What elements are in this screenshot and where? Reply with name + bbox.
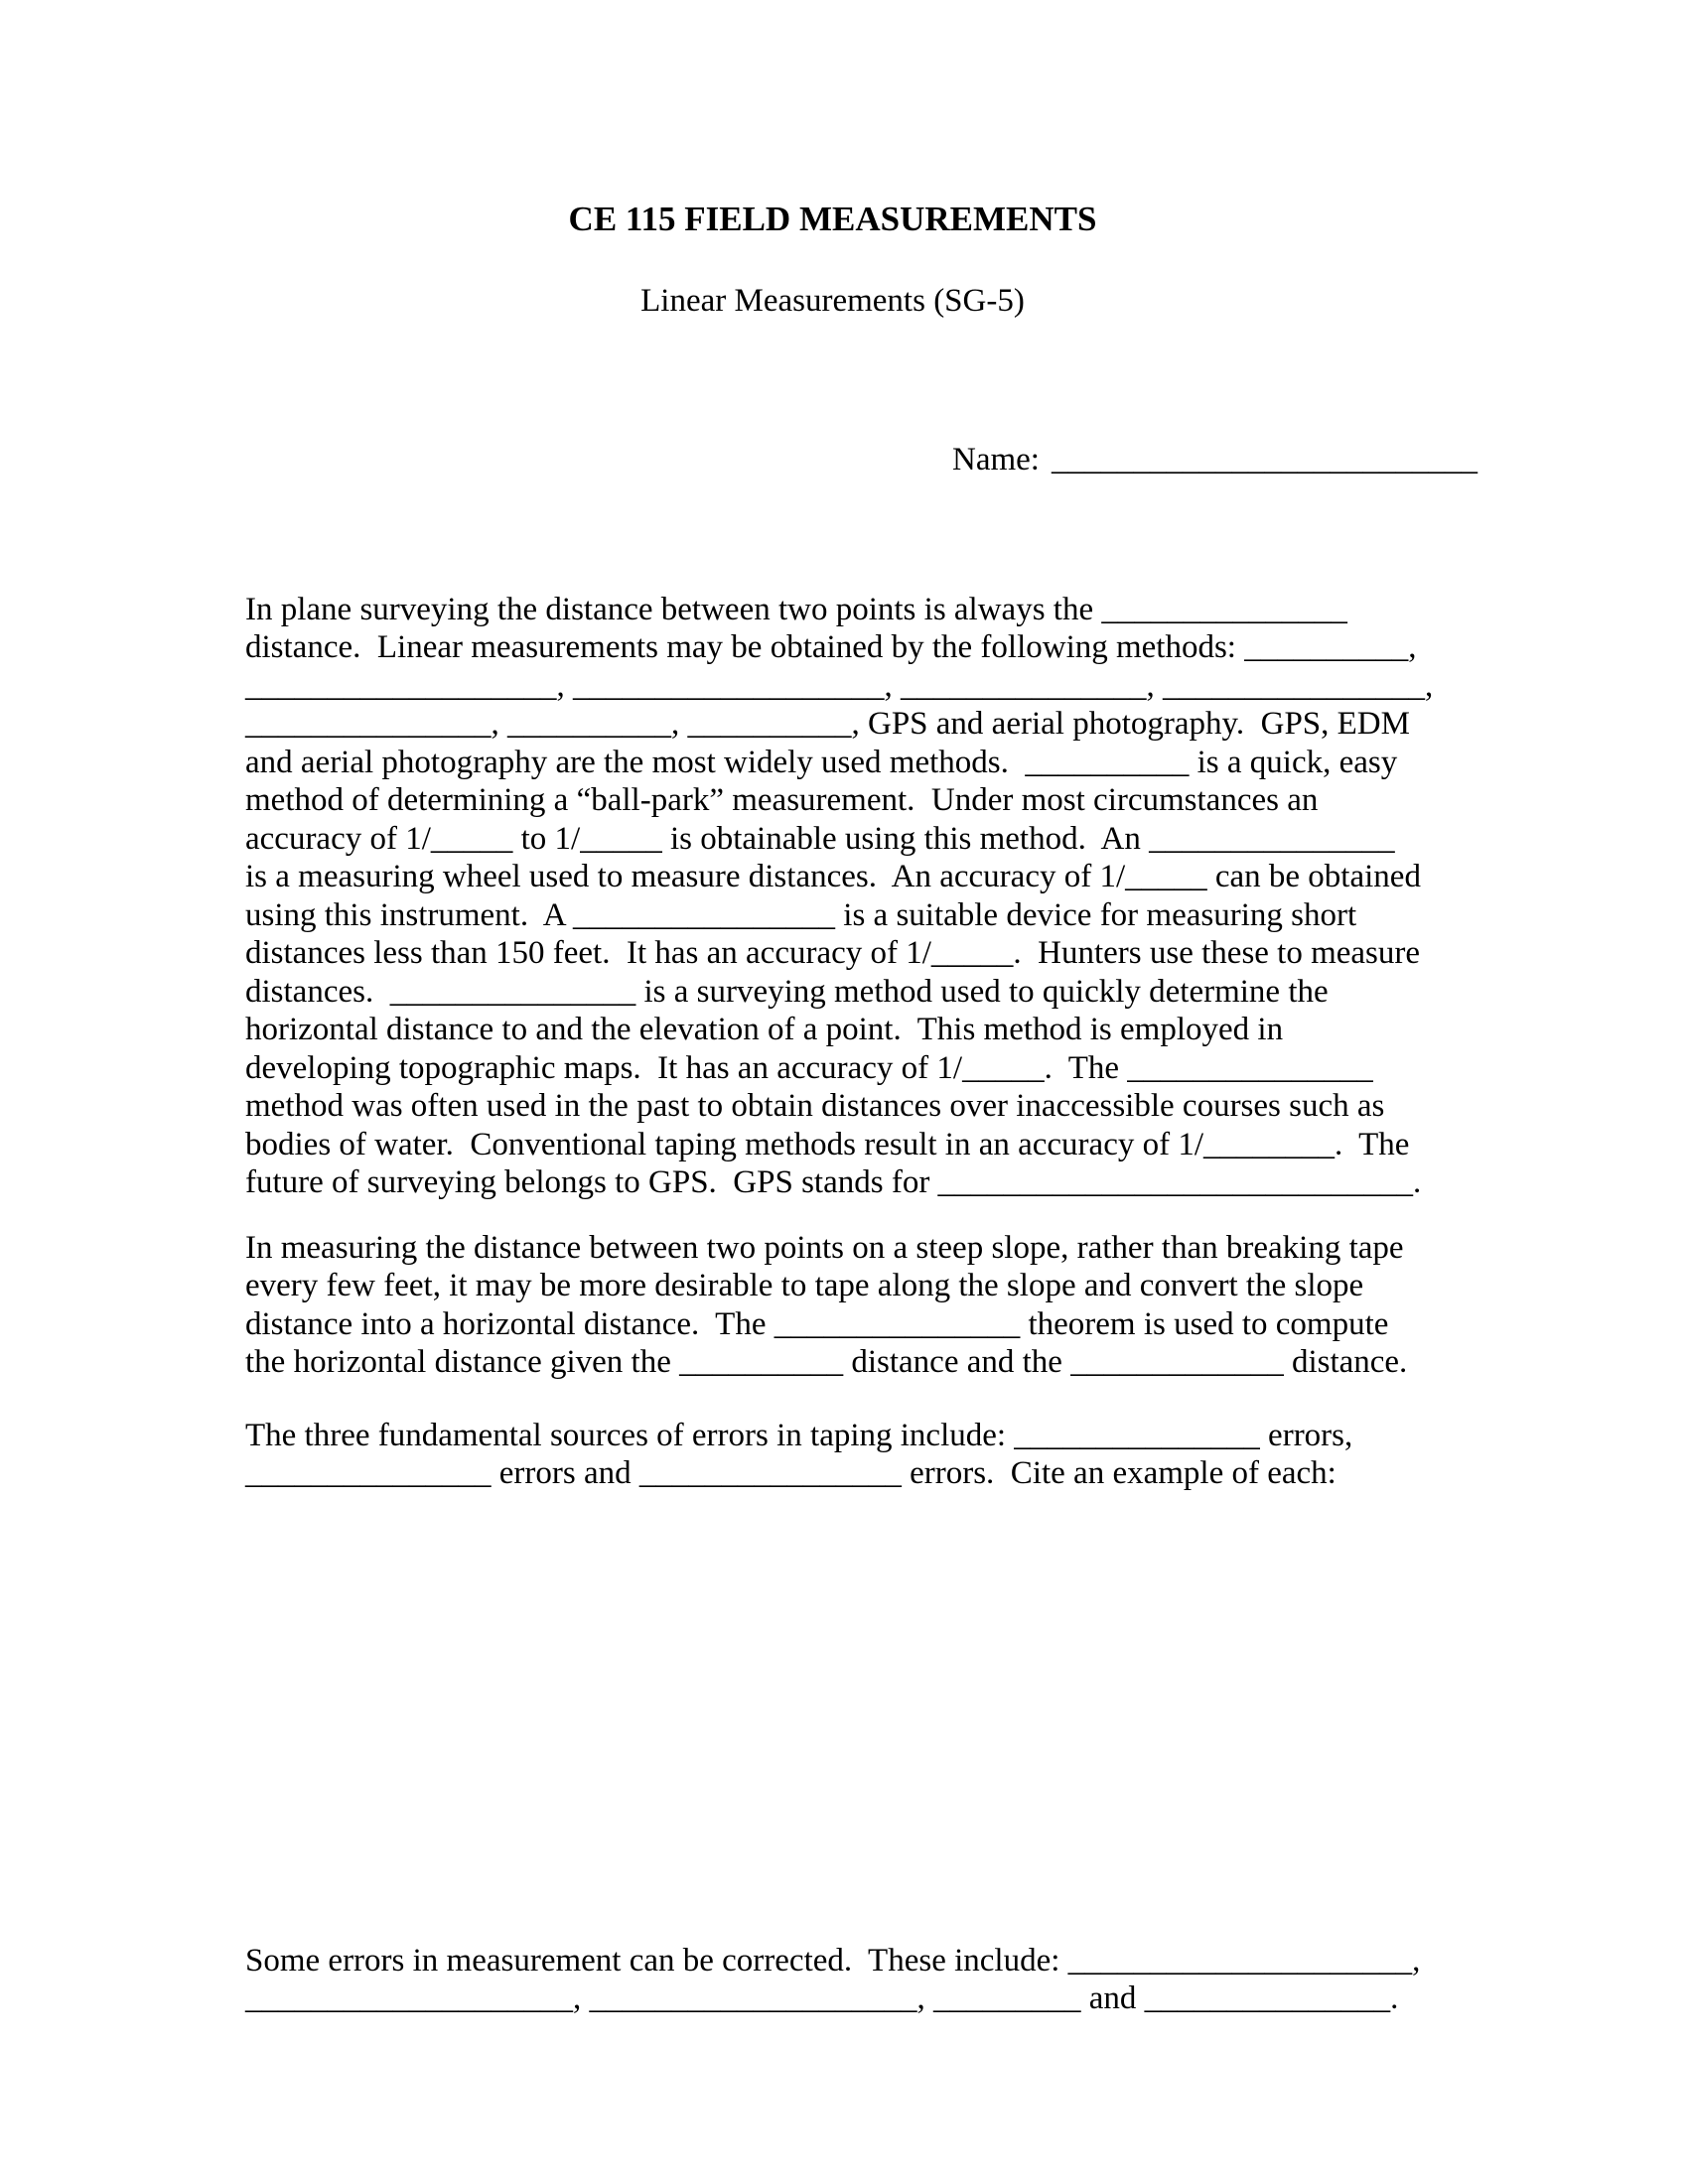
text-line: ___________________, ___________________, _______________, ________________, [245,667,1434,704]
text-line: distance. Linear measurements may be obtained by the following methods: __________, [245,629,1417,665]
text-line: is a measuring wheel used to measure distances. An accuracy of 1/_____ can be obtained [245,859,1421,894]
text-line: bodies of water. Conventional taping methods result in an accuracy of 1/________. The [245,1126,1410,1162]
paragraph-taping-errors [245,1417,1688,1493]
name-row [245,402,1688,517]
paragraph-linear-measurement-methods [245,591,1688,1202]
text-line: the horizontal distance given the __________ distance and the _____________ distance. [245,1344,1408,1380]
text-line: distance into a horizontal distance. The _______________ theorem is used to compute [245,1305,1389,1342]
document-subtitle: Linear Measurements (SG-5) [640,282,1025,319]
text-line: ____________________, ____________________, _________ and _______________. [245,1980,1399,2016]
text-line: The three fundamental sources of errors in taping include: _______________ errors, [245,1417,1353,1453]
paragraph-correctable-errors [245,1942,1688,2018]
text-line: future of surveying belongs to GPS. GPS stands for _____________________________. [245,1164,1422,1200]
text-line: distances less than 150 feet. It has an accuracy of 1/_____. Hunters use these to measure [245,935,1421,971]
text-line: and aerial photography are the most widely used methods. __________ is a quick, easy [245,744,1398,780]
text-line: _______________ errors and ________________ errors. Cite an example of each: [245,1455,1336,1491]
text-line: In measuring the distance between two points on a steep slope, rather than breaking tape [245,1229,1404,1266]
name-blank-line: __________________________ [1051,441,1477,478]
text-line: every few feet, it may be more desirable to tape along the slope and convert the slope [245,1268,1364,1303]
text-line: horizontal distance to and the elevation of a point. This method is employed in [245,1012,1284,1047]
text-line: developing topographic maps. It has an accuracy of 1/_____. The _______________ [245,1049,1373,1086]
text-line: method was often used in the past to obtain distances over inaccessible courses such as [245,1088,1385,1124]
text-line: _______________, __________, __________, GPS and aerial photography. GPS, EDM [245,706,1410,742]
text-line: method of determining a “ball-park” measurement. Under most circumstances an [245,782,1319,818]
name-label: Name: [952,441,1040,478]
text-line: using this instrument. A ________________ is a suitable device for measuring short [245,896,1357,933]
text-line: accuracy of 1/_____ to 1/_____ is obtainable using this method. An _______________ [245,820,1395,857]
document-title: CE 115 FIELD MEASUREMENTS [568,200,1097,238]
paragraph-slope-distance [245,1229,1688,1382]
text-line: In plane surveying the distance between two points is always the _______________ [245,591,1347,627]
text-line: distances. _______________ is a surveying method used to quickly determine the [245,973,1329,1010]
text-line: Some errors in measurement can be corrected. These include: _____________________, [245,1942,1421,1979]
